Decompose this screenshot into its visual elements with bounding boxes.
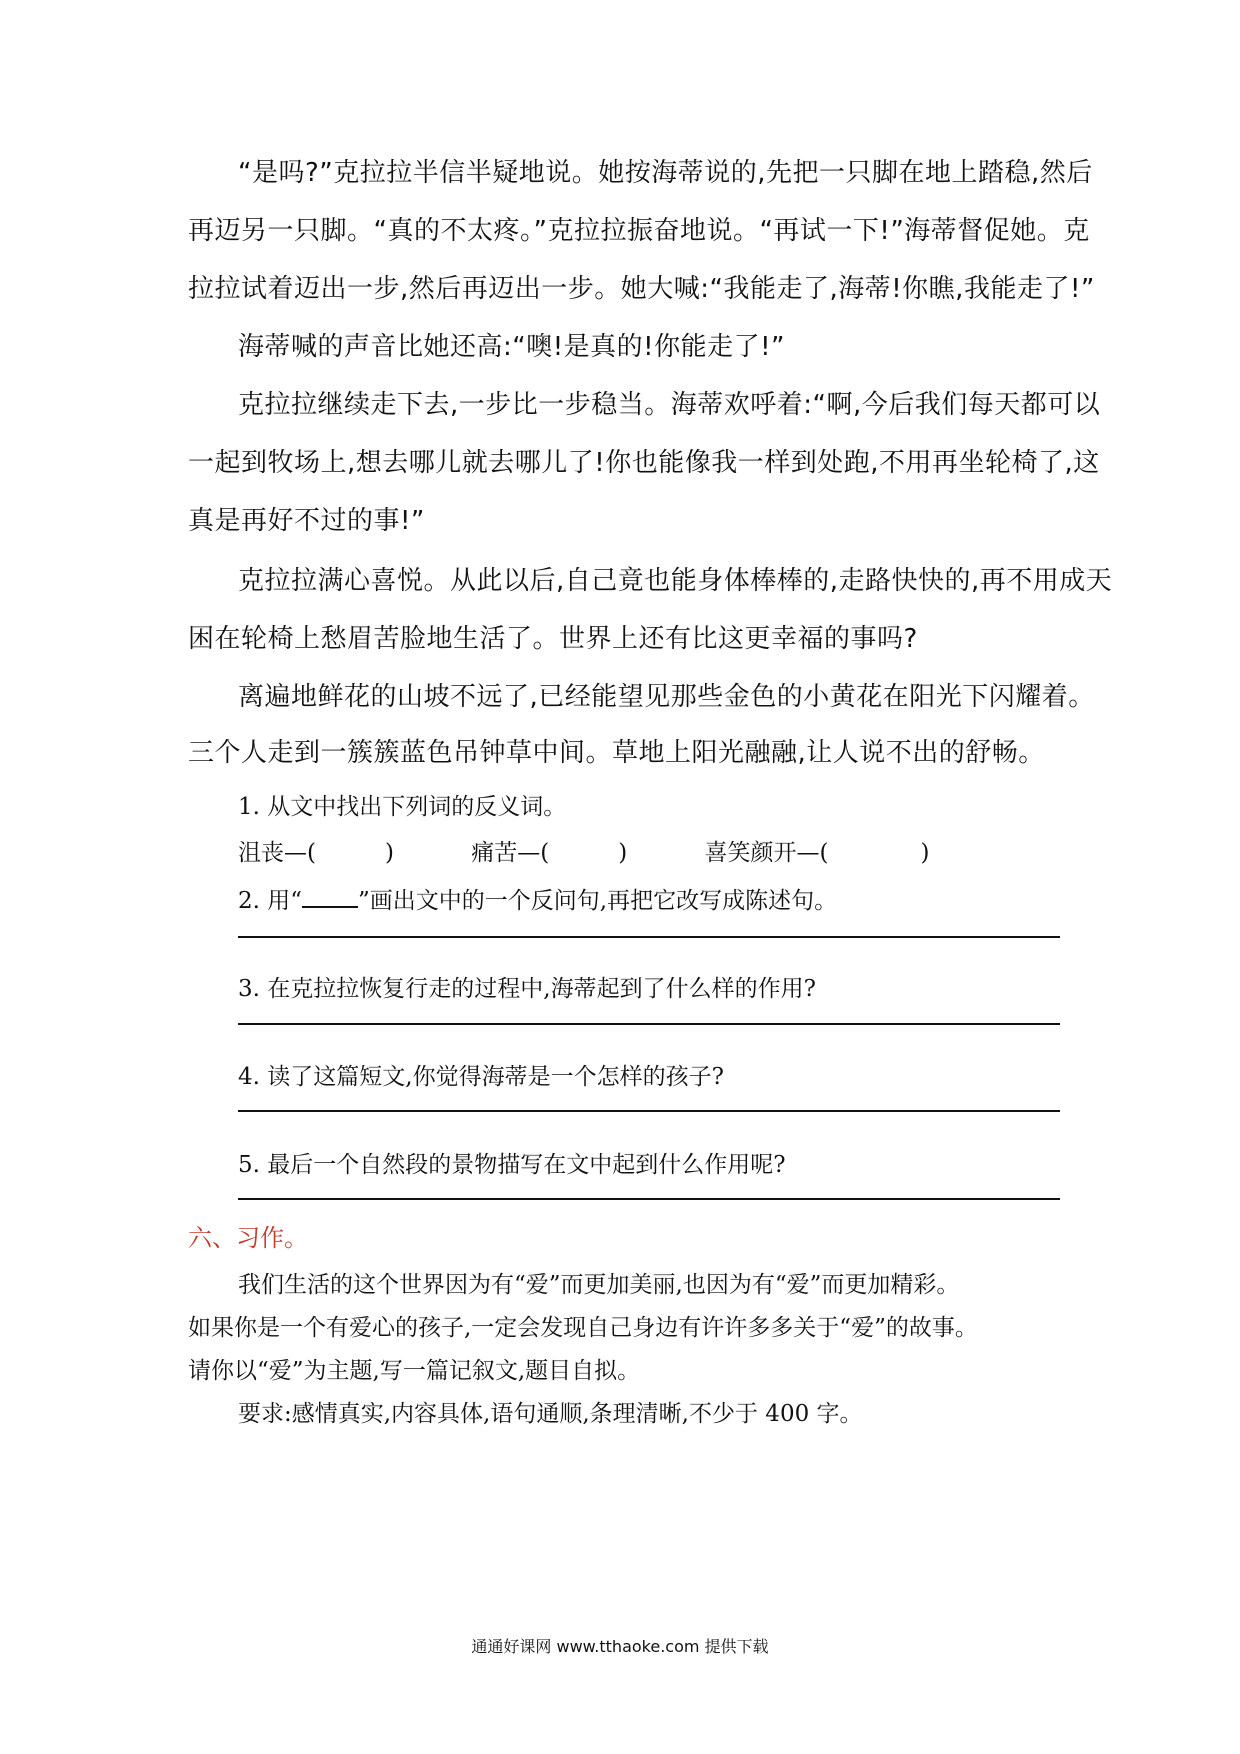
- passage-line: 离遍地鲜花的山坡不远了,已经能望见那些金色的小黄花在阳光下闪耀着。: [238, 682, 1095, 712]
- question-4: 4. 读了这篇短文,你觉得海蒂是一个怎样的孩子?: [238, 1064, 724, 1090]
- passage-line: 一起到牧场上,想去哪儿就去哪儿了!你也能像我一样到处跑,不用再坐轮椅了,这: [188, 448, 1100, 478]
- essay-prompt-line: 请你以“爱”为主题,写一篇记叙文,题目自拟。: [188, 1358, 641, 1384]
- antonym-item: 沮丧—( ): [238, 840, 394, 866]
- question-2-suffix: ”画出文中的一个反问句,再把它改写成陈述句。: [358, 888, 838, 914]
- question-1: 1. 从文中找出下列词的反义词。: [238, 794, 567, 820]
- essay-requirements: 要求:感情真实,内容具体,语句通顺,条理清晰,不少于 400 字。: [238, 1401, 863, 1427]
- answer-line[interactable]: [238, 1198, 1060, 1200]
- question-1-items: [238, 834, 929, 867]
- section-title: 六、习作。: [188, 1224, 308, 1252]
- essay-prompt-line: 如果你是一个有爱心的孩子,一定会发现自己身边有许许多多关于“爱”的故事。: [188, 1315, 978, 1341]
- question-3: 3. 在克拉拉恢复行走的过程中,海蒂起到了什么样的作用?: [238, 976, 816, 1002]
- antonym-item: 喜笑颜开—( ): [704, 840, 930, 866]
- passage-line: “是吗?”克拉拉半信半疑地说。她按海蒂说的,先把一只脚在地上踏稳,然后: [238, 158, 1093, 188]
- passage-line: 真是再好不过的事!”: [188, 506, 425, 536]
- essay-prompt-line: 我们生活的这个世界因为有“爱”而更加美丽,也因为有“爱”而更加精彩。: [238, 1272, 960, 1298]
- answer-line[interactable]: [238, 1110, 1060, 1112]
- question-5: 5. 最后一个自然段的景物描写在文中起到什么作用呢?: [238, 1152, 786, 1178]
- antonym-item: 痛苦—( ): [471, 840, 628, 866]
- page-footer: 通通好课网 www.tthaoke.com 提供下载: [471, 1637, 769, 1656]
- passage-line: 三个人走到一簇簇蓝色吊钟草中间。草地上阳光融融,让人说不出的舒畅。: [188, 738, 1045, 768]
- passage-line: 再迈另一只脚。“真的不太疼。”克拉拉振奋地说。“再试一下!”海蒂督促她。克: [188, 216, 1090, 246]
- answer-line[interactable]: [238, 936, 1060, 938]
- passage-line: 困在轮椅上愁眉苦脸地生活了。世界上还有比这更幸福的事吗?: [188, 624, 918, 654]
- passage-line: 克拉拉满心喜悦。从此以后,自己竟也能身体棒棒的,走路快快的,再不用成天: [238, 566, 1113, 596]
- answer-line[interactable]: [238, 1023, 1060, 1025]
- question-2: [238, 882, 837, 915]
- passage-line: 克拉拉继续走下去,一步比一步稳当。海蒂欢呼着:“啊,今后我们每天都可以: [238, 390, 1101, 420]
- passage-line: 拉拉试着迈出一步,然后再迈出一步。她大喊:“我能走了,海蒂!你瞧,我能走了!”: [188, 274, 1095, 304]
- question-2-prefix: 2. 用“: [238, 888, 303, 914]
- underline-sample: [302, 890, 358, 908]
- passage-line: 海蒂喊的声音比她还高:“噢!是真的!你能走了!”: [238, 332, 785, 362]
